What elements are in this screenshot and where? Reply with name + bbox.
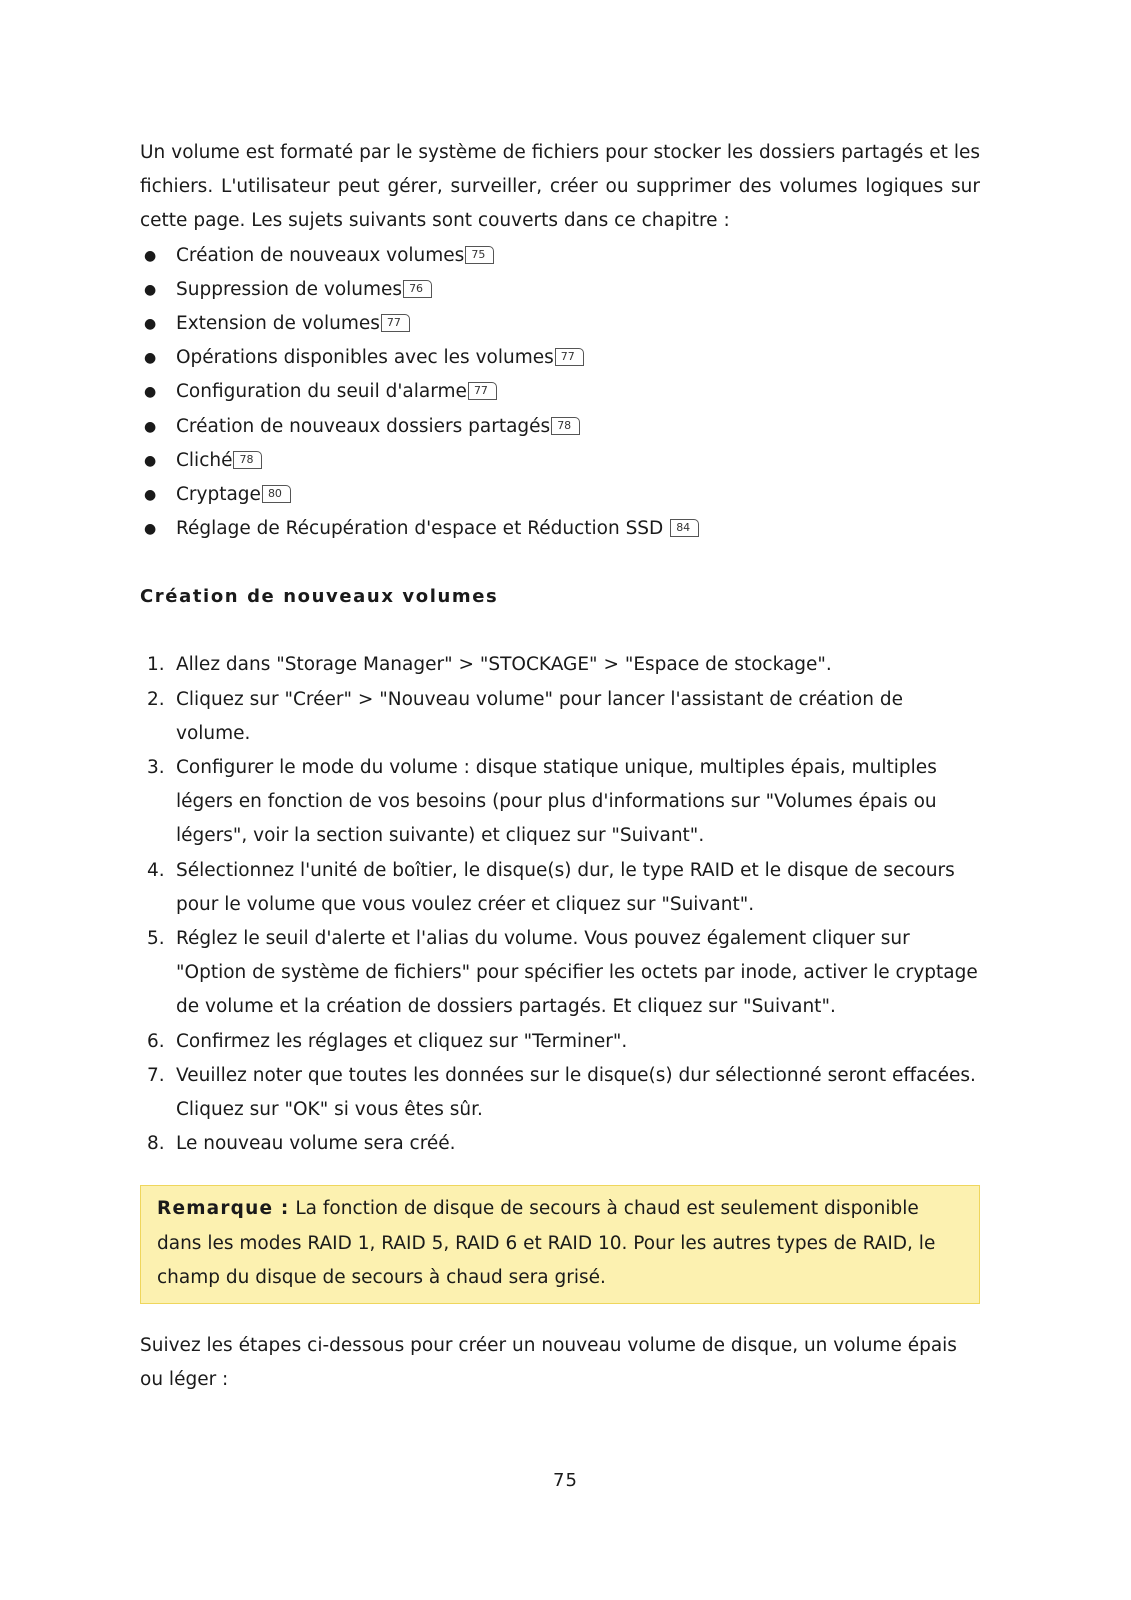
bullet-icon: ●	[144, 521, 157, 538]
step-text: Sélectionnez l'unité de boîtier, le disque(s) dur, le type RAID et le disque de secours pour le volume que vous voulez créer et cliquez sur "Suivant".	[176, 859, 955, 915]
document-body	[140, 136, 980, 1397]
step-number: 2.	[147, 688, 165, 710]
note-box	[140, 1185, 980, 1304]
topic-link[interactable]: Réglage de Récupération d'espace et Réduction SSD	[176, 518, 670, 540]
step-text: Cliquez sur "Créer" > "Nouveau volume" pour lancer l'assistant de création de volume.	[176, 688, 903, 744]
step-number: 5.	[147, 927, 165, 949]
topic-item[interactable]	[140, 478, 980, 512]
bullet-icon: ●	[144, 418, 157, 435]
page-ref-icon[interactable]: 75	[465, 246, 494, 264]
topic-item[interactable]	[140, 375, 980, 409]
topic-link[interactable]: Suppression de volumes	[176, 278, 403, 300]
topic-link[interactable]: Création de nouveaux dossiers partagés	[176, 415, 551, 437]
topic-item[interactable]	[140, 512, 980, 546]
bullet-icon: ●	[144, 350, 157, 367]
topic-link[interactable]: Cryptage	[176, 483, 261, 505]
step-text: Allez dans "Storage Manager" > "STOCKAGE" > "Espace de stockage".	[176, 654, 832, 676]
page-ref-icon[interactable]: 77	[468, 382, 497, 400]
step-item	[140, 683, 980, 751]
topic-item[interactable]	[140, 410, 980, 444]
step-number: 7.	[147, 1064, 165, 1086]
bullet-icon: ●	[144, 281, 157, 298]
topic-link[interactable]: Création de nouveaux volumes	[176, 244, 465, 266]
step-number: 6.	[147, 1030, 165, 1052]
step-number: 1.	[147, 654, 165, 676]
steps-list	[140, 648, 980, 1161]
page-ref-icon[interactable]: 84	[670, 519, 699, 537]
topic-item[interactable]	[140, 444, 980, 478]
bullet-icon: ●	[144, 452, 157, 469]
intro-paragraph: Un volume est formaté par le système de fichiers pour stocker les dossiers partagés et les fichiers. L'utilisateur peut gérer, surveiller, créer ou supprimer des volumes logiques sur cette page. Les sujets suivants sont couverts dans ce chapitre :	[140, 142, 980, 232]
step-text: Réglez le seuil d'alerte et l'alias du volume. Vous pouvez également cliquer sur "Option de système de fichiers" pour spécifier les octets par inode, activer le cryptage de volume et la création de dossiers partagés. Et cliquez sur "Suivant".	[176, 927, 978, 1018]
bullet-icon: ●	[144, 315, 157, 332]
step-text: Confirmez les réglages et cliquez sur "Terminer".	[176, 1030, 628, 1052]
topic-item[interactable]	[140, 307, 980, 341]
bullet-icon: ●	[144, 486, 157, 503]
note-text: La fonction de disque de secours à chaud est seulement disponible dans les modes RAID 1, RAID 5, RAID 6 et RAID 10. Pour les autres types de RAID, le champ du disque de secours à chaud sera grisé.	[157, 1198, 936, 1288]
page-ref-icon[interactable]: 78	[233, 451, 262, 469]
bullet-icon: ●	[144, 247, 157, 264]
bullet-icon: ●	[144, 384, 157, 401]
page-ref-icon[interactable]: 77	[555, 348, 584, 366]
topic-item[interactable]	[140, 273, 980, 307]
step-text: Le nouveau volume sera créé.	[176, 1133, 456, 1155]
note-label: Remarque :	[157, 1198, 290, 1220]
page-ref-icon[interactable]: 78	[551, 417, 580, 435]
step-item	[140, 1059, 980, 1127]
page-ref-icon[interactable]: 80	[262, 485, 291, 503]
step-item	[140, 1127, 980, 1161]
topic-link[interactable]: Opérations disponibles avec les volumes	[176, 347, 554, 369]
step-number: 3.	[147, 756, 165, 778]
page-number: 75	[553, 1470, 578, 1491]
topic-item[interactable]	[140, 341, 980, 375]
step-item	[140, 751, 980, 854]
step-item	[140, 922, 980, 1025]
topic-list	[140, 239, 980, 547]
step-number: 4.	[147, 859, 165, 881]
topic-link[interactable]: Extension de volumes	[176, 312, 380, 334]
topic-link[interactable]: Configuration du seuil d'alarme	[176, 381, 467, 403]
step-item	[140, 854, 980, 922]
section-heading: Création de nouveaux volumes	[140, 586, 499, 608]
step-number: 8.	[147, 1133, 165, 1155]
step-text: Configurer le mode du volume : disque statique unique, multiples épais, multiples légers en fonction de vos besoins (pour plus d'informations sur "Volumes épais ou légers", voir la section suivante) et cliquez sur "Suivant".	[176, 756, 937, 847]
topic-link[interactable]: Cliché	[176, 449, 233, 471]
page-ref-icon[interactable]: 76	[403, 280, 432, 298]
page-ref-icon[interactable]: 77	[381, 314, 410, 332]
topic-item[interactable]	[140, 239, 980, 273]
step-item	[140, 648, 980, 682]
outro-paragraph: Suivez les étapes ci-dessous pour créer un nouveau volume de disque, un volume épais ou léger :	[140, 1334, 957, 1391]
step-text: Veuillez noter que toutes les données sur le disque(s) dur sélectionné seront effacées. Cliquez sur "OK" si vous êtes sûr.	[176, 1064, 976, 1120]
step-item	[140, 1025, 980, 1059]
